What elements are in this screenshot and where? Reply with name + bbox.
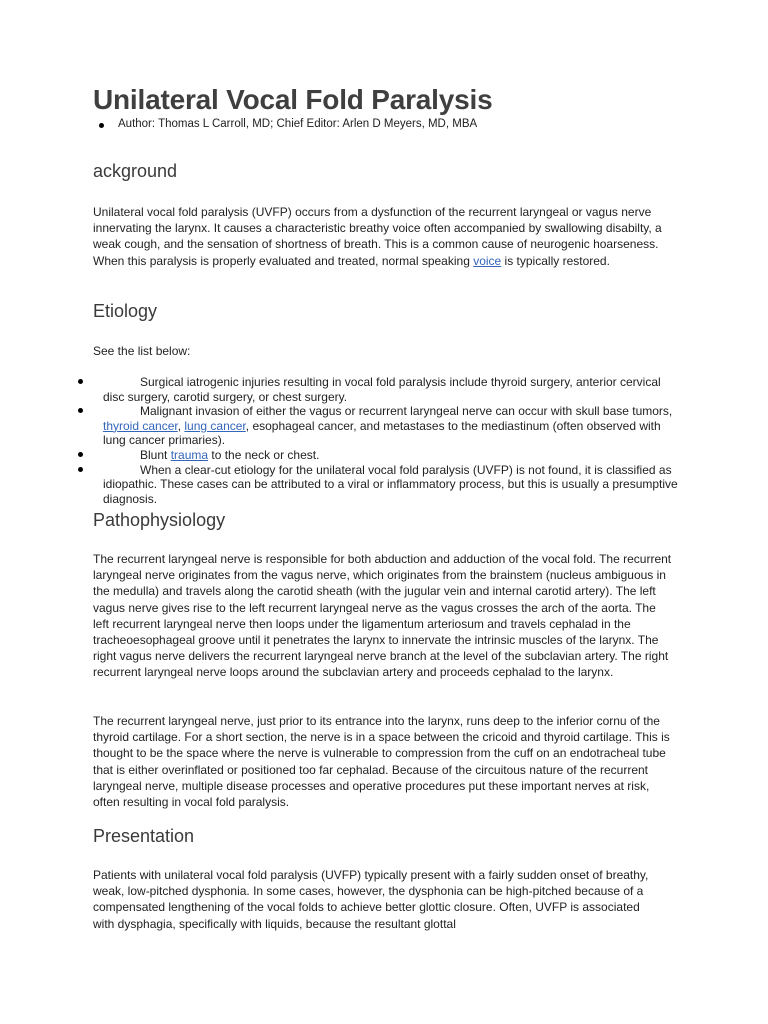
etiology-intro: See the list below: (93, 344, 191, 358)
list-item: When a clear-cut etiology for the unilateral vocal fold paralysis (UVFP) is not found, it is classified as idiopathic. These cases can be attributed to a viral or inflammatory process, but this is usually a presumptive diagnosis. (103, 463, 683, 507)
heading-presentation: Presentation (93, 826, 195, 846)
author-line: Author: Thomas L Carroll, MD; Chief Editor: Arlen D Meyers, MD, MBA (118, 118, 478, 130)
author-list (118, 118, 477, 130)
heading-pathophysiology: Pathophysiology (93, 510, 226, 530)
pathophysiology-paragraph-1: The recurrent laryngeal nerve is responsible for both abduction and adduction of the vocal fold. The recurrent laryngeal nerve originates from the vagus nerve, which originates from the brainstem (nucleus ambiguous in the medulla) and travels along the carotid sheath (with the jugular vein and internal carotid artery). The left vagus nerve gives rise to the left recurrent laryngeal nerve as the vagus crosses the arch of the aorta. The left recurrent laryngeal nerve then loops under the ligamentum arteriosum and travels cephalad in the tracheoesophageal groove until it penetrates the larynx to innervate the intrinsic muscles of the larynx. The right vagus nerve delivers the recurrent laryngeal nerve branch at the level of the subclavian artery. The right recurrent laryngeal nerve loops around the subclavian artery and proceeds cephalad to the larynx. (93, 552, 672, 680)
list-item: Malignant invasion of either the vagus or recurrent laryngeal nerve can occur with skull base tumors, thyroid cancer, lung cancer, esophageal cancer, and metastases to the mediastinum (often observed with lung cancer primaries). (103, 404, 683, 448)
pathophysiology-paragraph-2: The recurrent laryngeal nerve, just prior to its entrance into the larynx, runs deep to the inferior cornu of the thyroid cartilage. For a short section, the nerve is in a space between the cricoid and thyroid cartilage. This is thought to be the space where the nerve is vulnerable to compression from the cuff on an endotracheal tube that is either overinflated or positioned too far cephalad. Because of the circuitous nature of the recurrent laryngeal nerve, multiple disease processes and operative procedures put these important nerves at risk, often resulting in vocal fold paralysis. (93, 714, 670, 810)
presentation-paragraph-1: Patients with unilateral vocal fold paralysis (UVFP) typically present with a fairly sudden onset of breathy, weak, low-pitched dysphonia. In some cases, however, the dysphonia can be high-pitched because of a compensated lengthening of the vocal folds to achieve better glottic closure. Often, UVFP is associated with dysphagia, specifically with liquids, because the resultant glottal (93, 868, 649, 931)
list-item: Blunt trauma to the neck or chest. (103, 448, 683, 463)
document-title: Unilateral Vocal Fold Paralysis (93, 84, 493, 115)
background-text: Unilateral vocal fold paralysis (UVFP) occurs from a dysfunction of the recurrent laryngeal or vagus nerve innervating the larynx. It causes a characteristic breathy voice often accompanied by swallowing disabilty, a weak cough, and the sensation of shortness of breath. This is a common cause of neurogenic hoarseness. When this paralysis is properly evaluated and treated, normal speaking (93, 205, 662, 268)
link-thyroid-cancer[interactable]: thyroid cancer (103, 418, 178, 433)
list-item: Surgical iatrogenic injuries resulting in vocal fold paralysis include thyroid surgery, anterior cervical disc surgery, carotid surgery, or chest surgery. (103, 375, 683, 404)
etiology-list (103, 375, 683, 506)
heading-etiology: Etiology (93, 301, 158, 321)
link-lung-cancer[interactable]: lung cancer (184, 418, 246, 433)
link-trauma[interactable]: trauma (170, 447, 209, 462)
background-text-end: is typically restored. (501, 253, 610, 268)
heading-background: ackground (93, 161, 178, 181)
link-voice[interactable]: voice (473, 253, 502, 268)
background-paragraph (93, 204, 668, 269)
